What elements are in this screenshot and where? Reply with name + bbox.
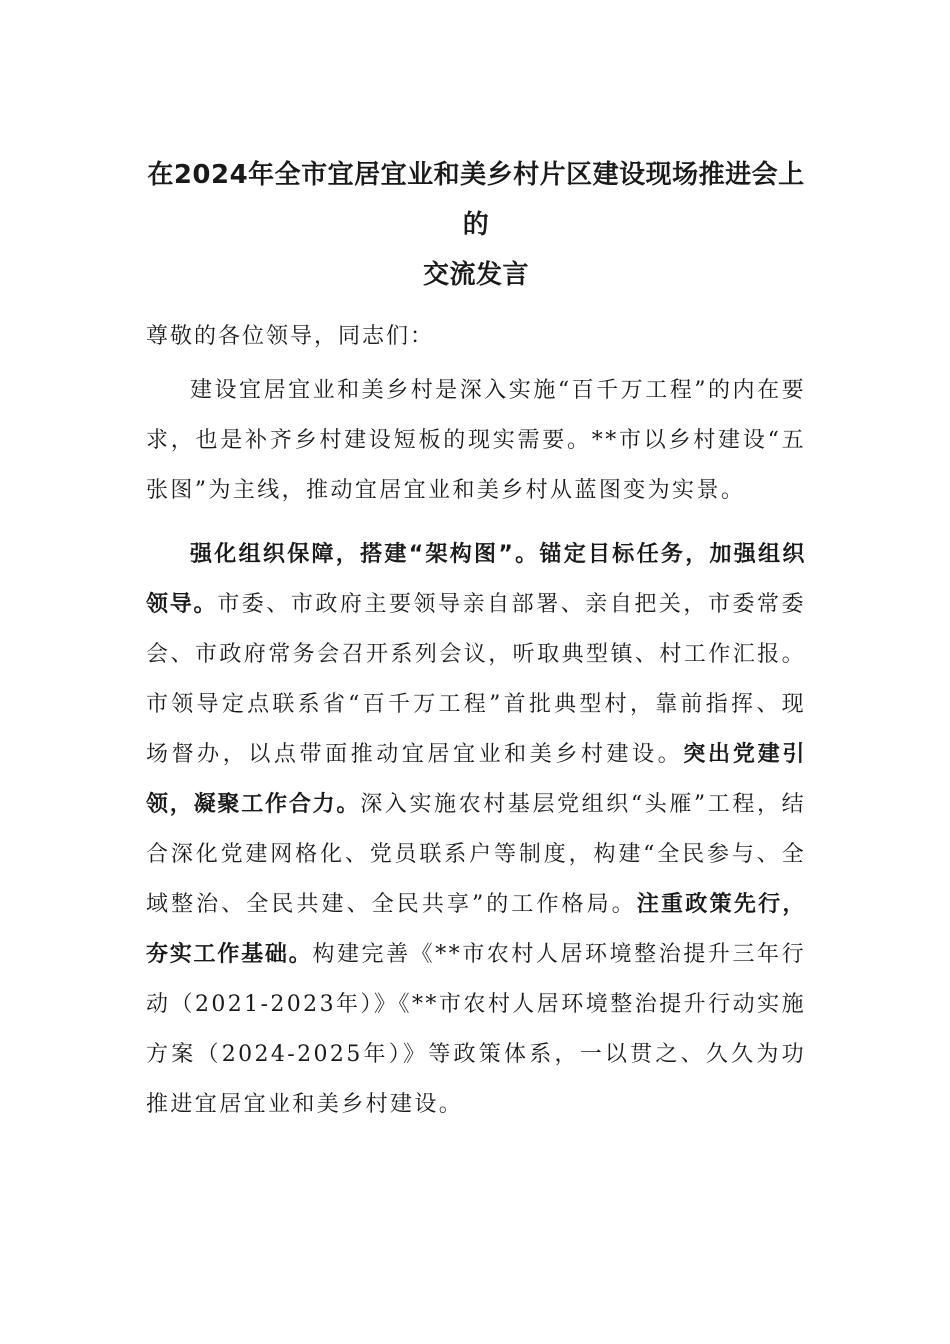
subpoint-2-text: 深入实施农村基层党组织“头雁”工程，结合深化党建网格化、党员联系户等制度，构建“全民参与、全域整治、全民共建、全民共享”的工作格局。 <box>146 792 806 917</box>
subpoint-1-heading: 锚定目标任务，加强组织领导。 <box>146 542 806 617</box>
document-page <box>146 150 806 1130</box>
title-line-1: 在2024年全市宜居宜业和美乡村片区建设现场推进会上的 <box>147 160 805 240</box>
section-1-paragraph <box>146 530 806 1130</box>
section-1-heading: 强化组织保障，搭建“架构图”。 <box>190 542 540 567</box>
salutation: 尊敬的各位领导，同志们： <box>146 324 435 349</box>
subpoint-1-text: 市委、市政府主要领导亲自部署、亲自把关，市委常委会、市政府常务会召开系列会议，听取典型镇、村工作汇报。市领导定点联系省“百千万工程”首批典型村，靠前指挥、现场督办，以点带面推动宜居宜业和美乡村建设。 <box>146 592 806 767</box>
subpoint-2-heading: 突出党建引领，凝聚工作合力。 <box>146 742 806 817</box>
subpoint-3-text: 构建完善《**市农村人居环境整治提升三年行动（2021-2023年）》《**市农村人居环境整治提升行动实施方案（2024-2025年）》等政策体系，一以贯之、久久为功推进宜居宜业和美乡村建设。 <box>146 942 807 1117</box>
title-line-2: 交流发言 <box>422 260 529 290</box>
document-title <box>146 150 806 300</box>
subpoint-3-heading: 注重政策先行，夯实工作基础。 <box>146 892 807 967</box>
intro-paragraph: 建设宜居宜业和美乡村是深入实施“百千万工程”的内在要求，也是补齐乡村建设短板的现实需要。**市以乡村建设“五张图”为主线，推动宜居宜业和美乡村从蓝图变为实景。 <box>146 378 806 503</box>
